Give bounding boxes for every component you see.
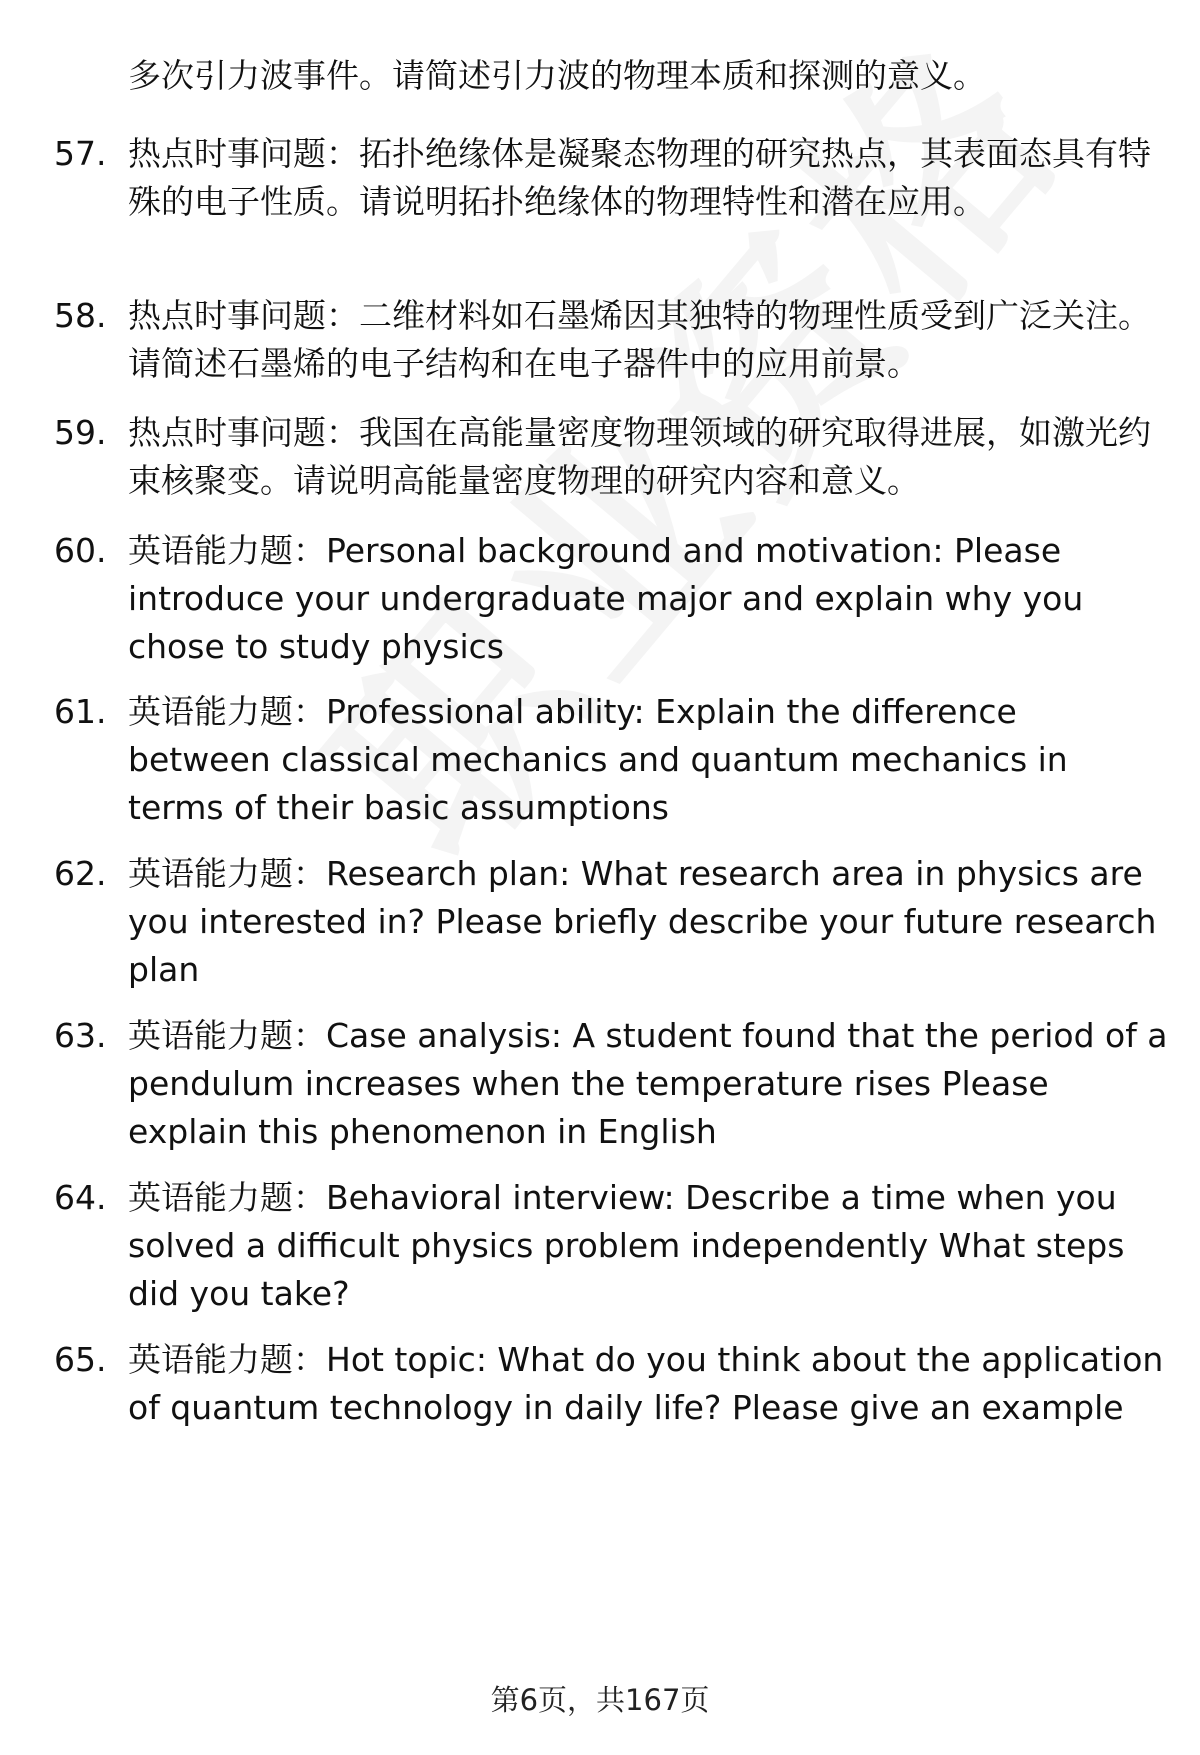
question-item-60 bbox=[54, 527, 1174, 671]
question-number: 62. bbox=[54, 854, 107, 893]
question-number: 59. bbox=[54, 413, 107, 452]
question-item-64 bbox=[54, 1174, 1174, 1318]
question-text: 英语能力题：Case analysis: A student found that the period of a pendulum increases when the temperature rises Please explain this phenomenon in English bbox=[128, 1016, 1168, 1151]
question-item-58 bbox=[54, 292, 1174, 388]
question-number: 57. bbox=[54, 134, 107, 173]
question-item-62 bbox=[54, 850, 1174, 994]
question-number: 63. bbox=[54, 1016, 107, 1055]
question-number: 64. bbox=[54, 1178, 107, 1217]
question-number: 58. bbox=[54, 296, 107, 335]
question-text: 英语能力题：Personal background and motivation: Please introduce your undergraduate major and explain why you chose to study physics bbox=[128, 531, 1084, 666]
question-item-65 bbox=[54, 1336, 1174, 1432]
question-number: 65. bbox=[54, 1340, 107, 1379]
question-item-59 bbox=[54, 409, 1174, 505]
question-item-63 bbox=[54, 1012, 1174, 1156]
page-number-footer: 第6页，共167页 bbox=[490, 1683, 710, 1717]
question-text: 英语能力题：Hot topic: What do you think about the application of quantum technology in daily life? Please give an example bbox=[128, 1340, 1164, 1427]
question-item-57 bbox=[54, 130, 1174, 226]
question-number: 60. bbox=[54, 531, 107, 570]
question-item-61 bbox=[54, 688, 1174, 832]
question-text: 英语能力题：Professional ability: Explain the difference between classical mechanics and quantum mechanics in terms of their basic assumptions bbox=[128, 692, 1068, 827]
question-text: 热点时事问题：二维材料如石墨烯因其独特的物理性质受到广泛关注。请简述石墨烯的电子结构和在电子器件中的应用前景。 bbox=[128, 296, 1151, 383]
question-text: 热点时事问题：拓扑绝缘体是凝聚态物理的研究热点，其表面态具有特殊的电子性质。请说明拓扑绝缘体的物理特性和潜在应用。 bbox=[128, 134, 1151, 221]
question-text: 英语能力题：Research plan: What research area in physics are you interested in? Please briefly describe your future research plan bbox=[128, 854, 1157, 989]
continued-question-text: 多次引力波事件。请简述引力波的物理本质和探测的意义。 bbox=[128, 56, 986, 95]
question-number: 61. bbox=[54, 692, 107, 731]
question-text: 英语能力题：Behavioral interview: Describe a time when you solved a difficult physics problem independently What steps did you take? bbox=[128, 1178, 1125, 1313]
question-text: 热点时事问题：我国在高能量密度物理领域的研究取得进展，如激光约束核聚变。请说明高能量密度物理的研究内容和意义。 bbox=[128, 413, 1151, 500]
